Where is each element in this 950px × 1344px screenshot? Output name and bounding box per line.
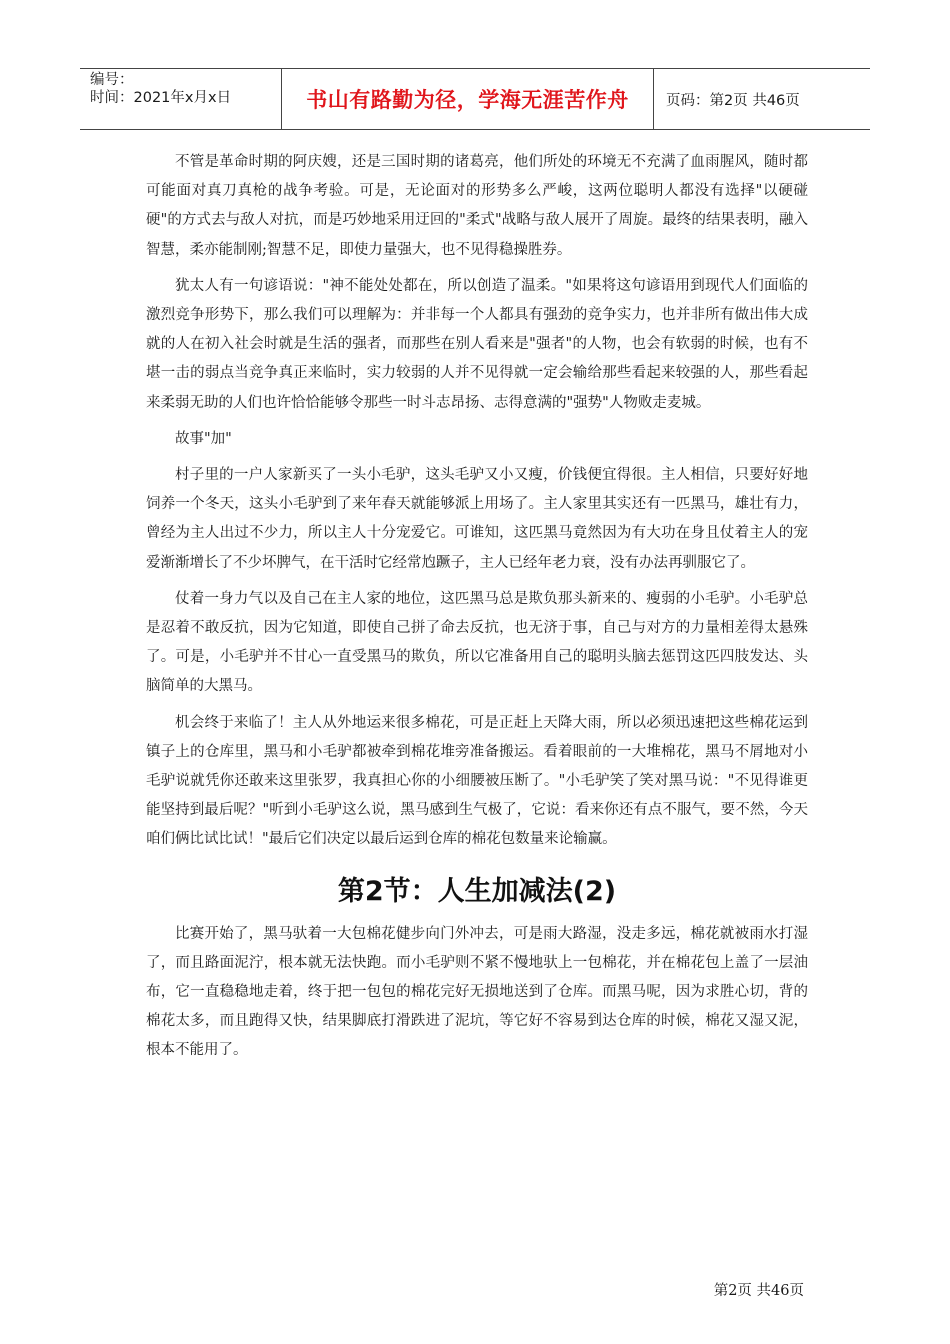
header-motto: 书山有路勤为径，学海无涯苦作舟 — [282, 69, 654, 129]
story-heading: 故事"加" — [175, 430, 232, 447]
header-page-number: 页码：第2页 共46页 — [666, 92, 800, 109]
document-number-label: 编号： — [90, 72, 134, 88]
paragraph: 仗着一身力气以及自己在主人家的地位，这匹黑马总是欺负那头新来的、瘦弱的小毛驴。小毛驴总是忍着不敢反抗，因为它知道，即使自己拼了命去反抗，也无济于事，自己与对方的力量相差得太悬殊了。可是，小毛驴并不甘心一直受黑马的欺负，所以它准备用自己的聪明头脑去惩罚这匹四肢发达、头脑简单的大黑马。 — [146, 590, 808, 695]
paragraph: 比赛开始了，黑马驮着一大包棉花健步向门外冲去，可是雨大路湿，没走多远，棉花就被雨水打湿了，而且路面泥泞，根本就无法快跑。而小毛驴则不紧不慢地驮上一包棉花，并在棉花包上盖了一层油布，它一直稳稳地走着，终于把一包包的棉花完好无损地送到了仓库。而黑马呢，因为求胜心切，背的棉花太多，而且跑得又快，结果脚底打滑跌进了泥坑，等它好不容易到达仓库的时候，棉花又湿又泥，根本不能用了。 — [146, 925, 808, 1059]
paragraph: 机会终于来临了！主人从外地运来很多棉花，可是正赶上天降大雨，所以必须迅速把这些棉花运到镇子上的仓库里，黑马和小毛驴都被牵到棉花堆旁准备搬运。看着眼前的一大堆棉花，黑马不屑地对小毛驴说就凭你还敢来这里张罗，我真担心你的小细腰被压断了。"小毛驴笑了笑对黑马说："不见得谁更能坚持到最后呢？"听到小毛驴这么说，黑马感到生气极了，它说：看来你还有点不服气，要不然，今天咱们俩比试比试！"最后它们决定以最后运到仓库的棉花包数量来论输赢。 — [146, 714, 808, 848]
paragraph: 村子里的一户人家新买了一头小毛驴，这头毛驴又小又瘦，价钱便宜得很。主人相信，只要好好地饲养一个冬天，这头小毛驴到了来年春天就能够派上用场了。主人家里其实还有一匹黑马，雄壮有力，曾经为主人出过不少力，所以主人十分宠爱它。可谁知，这匹黑马竟然因为有大功在身且仗着主人的宠爱渐渐增长了不少坏脾气，在干活时它经常尥蹶子，主人已经年老力衰，没有办法再驯服它了。 — [146, 467, 808, 571]
section-title: 第2节：人生加减法(2) — [337, 875, 617, 907]
document-date-label: 时间：2021年x月x日 — [90, 90, 232, 106]
paragraph: 犹太人有一句谚语说："神不能处处都在，所以创造了温柔。"如果将这句谚语用到现代人们面临的激烈竞争形势下，那么我们可以理解为：并非每一个人都具有强劲的竞争实力，也并非所有做出伟大成就的人在初入社会时就是生活的强者，而那些在别人看来是"强者"的人物，也会有软弱的时候，也有不堪一击的弱点当竞争真正来临时，实力较弱的人并不见得就一定会输给那些看起来较强的人，那些看起来柔弱无助的人们也许恰恰能够令那些一时斗志昂扬、志得意满的"强势"人物败走麦城。 — [146, 277, 808, 411]
document-body — [146, 148, 808, 1073]
page-header — [80, 68, 870, 130]
header-meta — [80, 69, 282, 129]
page-footer: 第2页 共46页 — [713, 1283, 804, 1299]
paragraph: 不管是革命时期的阿庆嫂，还是三国时期的诸葛亮，他们所处的环境无不充满了血雨腥风，随时都可能面对真刀真枪的战争考验。可是，无论面对的形势多么严峻，这两位聪明人都没有选择"以硬碰硬"的方式去与敌人对抗，而是巧妙地采用迂回的"柔式"战略与敌人展开了周旋。最终的结果表明，融入智慧，柔亦能制刚;智慧不足，即使力量强大，也不见得稳操胜券。 — [146, 154, 808, 258]
